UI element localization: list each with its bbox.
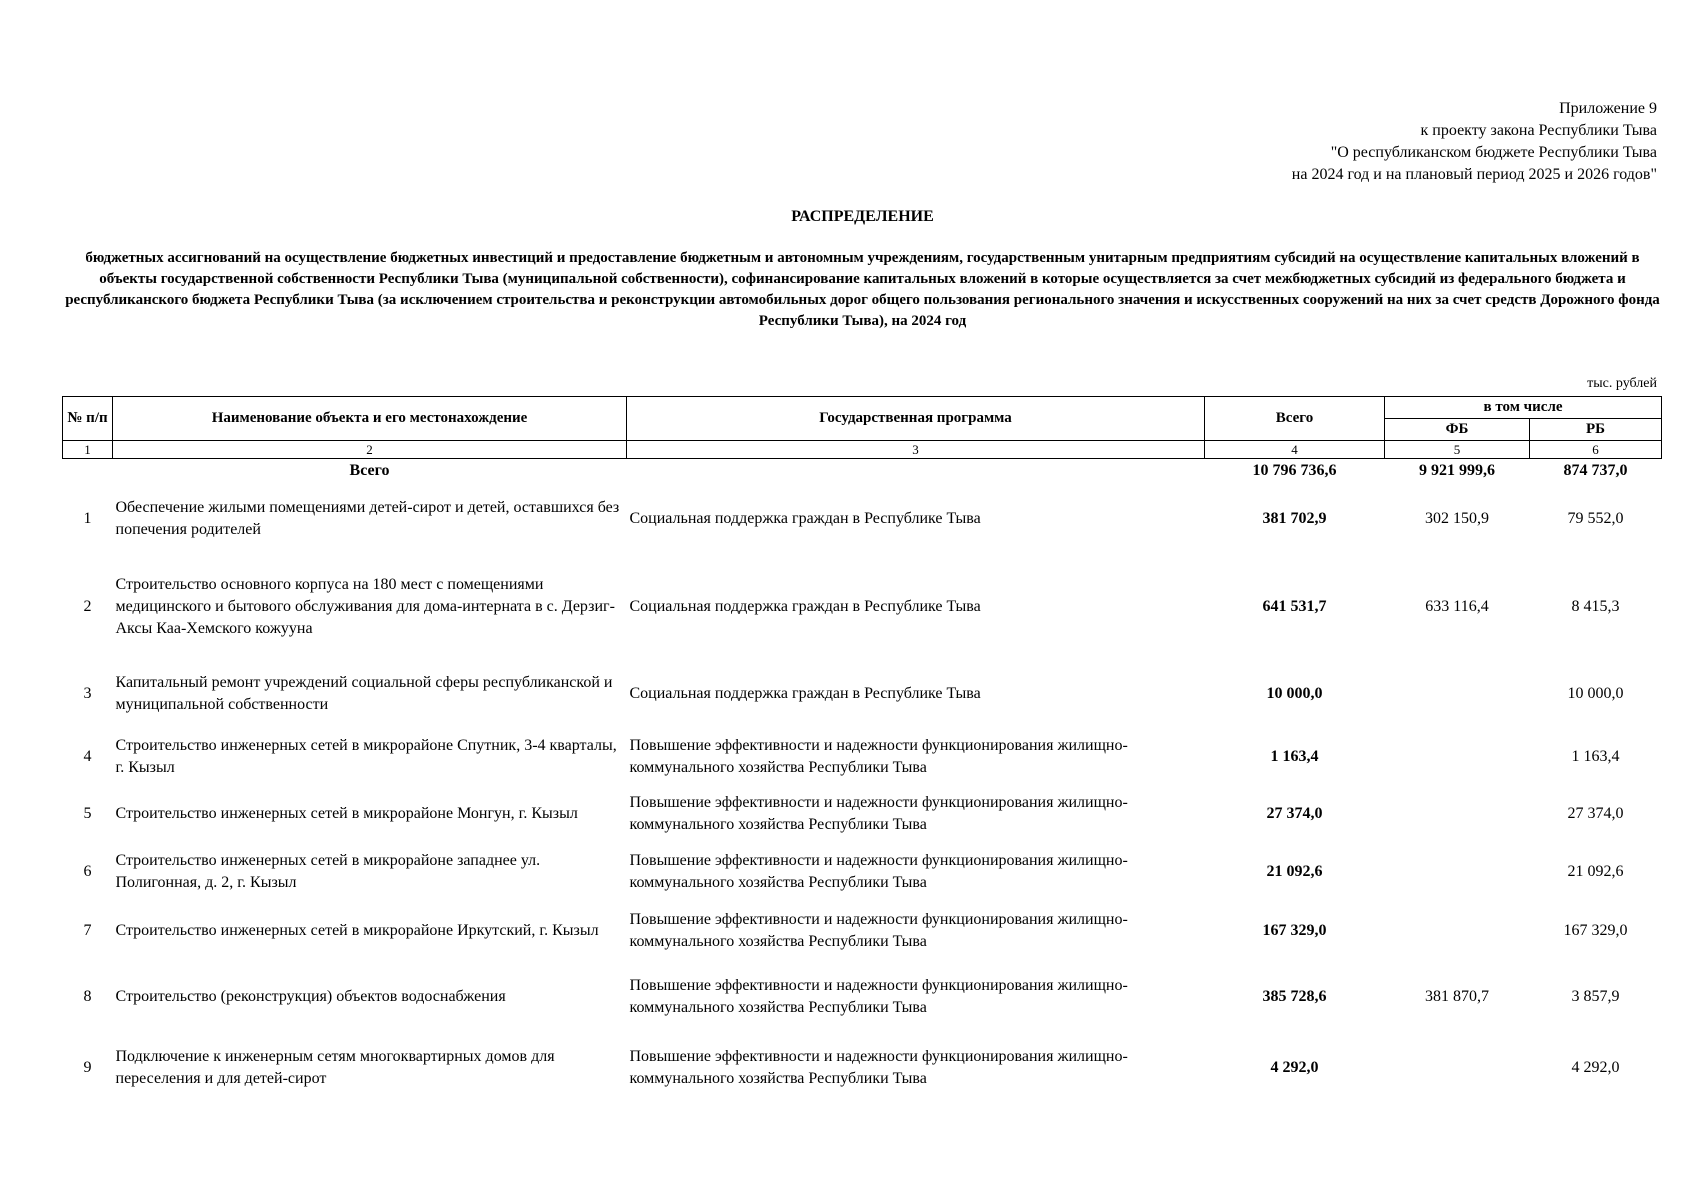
table-row — [63, 555, 1662, 659]
col-number: 6 — [1530, 441, 1662, 459]
table-row — [63, 1033, 1662, 1103]
table-row — [63, 785, 1662, 843]
row-fb: 302 150,9 — [1425, 510, 1489, 527]
table-row — [63, 659, 1662, 729]
row-num: 2 — [83, 598, 92, 615]
row-fb — [1385, 785, 1530, 843]
row-name: Строительство инженерных сетей в микрорайоне Монгун, г. Кызыл — [115, 805, 578, 822]
row-program: Повышение эффективности и надежности функционирования жилищно-коммунального хозяйства Республики Тыва — [629, 852, 1128, 891]
row-fb — [1385, 843, 1530, 901]
row-program: Повышение эффективности и надежности функционирования жилищно-коммунального хозяйства Республики Тыва — [629, 794, 1128, 833]
table-row — [63, 729, 1662, 785]
row-total: 21 092,6 — [1266, 863, 1323, 880]
document-subtitle: бюджетных ассигнований на осуществление бюджетных инвестиций и предоставление бюджетным и автономным учреждениям, государственным унитарным предприятиям субсидий на осуществление капитальных вложений в объекты государственной собственности Республики Тыва (муниципальной собственности), софинансирование капитальных вложений в которые осуществляется за счет межбюджетных субсидий из федерального бюджета и республиканского бюджета Республики Тыва (за исключением строительства и реконструкции автомобильных дорог общего пользования регионального значения и искусственных сооружений на них за счет средств Дорожного фонда Республики Тыва), на 2024 год — [65, 250, 1660, 329]
row-program: Повышение эффективности и надежности функционирования жилищно-коммунального хозяйства Республики Тыва — [629, 1048, 1128, 1087]
grand-total-total: 10 796 736,6 — [1252, 462, 1337, 479]
row-rb: 4 292,0 — [1571, 1059, 1620, 1076]
row-name: Капитальный ремонт учреждений социальной сферы республиканской и муниципальной собственности — [115, 674, 613, 713]
grand-total-fb: 9 921 999,6 — [1419, 462, 1495, 479]
col-number: 3 — [627, 441, 1205, 459]
row-num: 1 — [83, 510, 92, 527]
table-row — [63, 901, 1662, 961]
header-num: № п/п — [63, 397, 113, 441]
row-program: Социальная поддержка граждан в Республике Тыва — [629, 598, 981, 615]
row-total: 167 329,0 — [1262, 922, 1327, 939]
row-program: Повышение эффективности и надежности функционирования жилищно-коммунального хозяйства Республики Тыва — [629, 911, 1128, 950]
row-rb: 1 163,4 — [1571, 748, 1620, 765]
row-total: 381 702,9 — [1262, 510, 1327, 527]
grand-total-rb: 874 737,0 — [1563, 462, 1628, 479]
row-name: Строительство инженерных сетей в микрорайоне Спутник, 3-4 кварталы, г. Кызыл — [115, 737, 617, 776]
row-num: 3 — [83, 685, 92, 702]
col-number: 4 — [1205, 441, 1385, 459]
header-fb: ФБ — [1385, 419, 1530, 441]
row-rb: 8 415,3 — [1571, 598, 1620, 615]
table-row — [63, 961, 1662, 1033]
row-total: 641 531,7 — [1262, 598, 1327, 615]
header-total: Всего — [1205, 397, 1385, 441]
row-rb: 167 329,0 — [1563, 922, 1628, 939]
table-row — [63, 483, 1662, 555]
budget-table — [62, 396, 1662, 1103]
row-name: Строительство инженерных сетей в микрорайоне западнее ул. Полигонная, д. 2, г. Кызыл — [115, 852, 541, 891]
col-number: 1 — [63, 441, 113, 459]
header-rb: РБ — [1530, 419, 1662, 441]
grand-total-row — [63, 459, 1662, 484]
row-name: Строительство основного корпуса на 180 мест с помещениями медицинского и бытового обслуживания для дома-интерната в с. Дерзиг-Аксы Каа-Хемского кожууна — [115, 576, 615, 637]
row-total: 27 374,0 — [1266, 805, 1323, 822]
header-line: Приложение 9 — [1559, 100, 1657, 117]
row-fb — [1385, 659, 1530, 729]
row-rb: 21 092,6 — [1567, 863, 1624, 880]
row-total: 1 163,4 — [1270, 748, 1319, 765]
row-num: 6 — [83, 863, 92, 880]
table-row — [63, 843, 1662, 901]
row-program: Повышение эффективности и надежности функционирования жилищно-коммунального хозяйства Республики Тыва — [629, 977, 1128, 1016]
row-fb — [1385, 1033, 1530, 1103]
row-rb: 10 000,0 — [1567, 685, 1624, 702]
row-num: 8 — [83, 988, 92, 1005]
row-program: Социальная поддержка граждан в Республике Тыва — [629, 510, 981, 527]
row-num: 5 — [83, 805, 92, 822]
row-total: 385 728,6 — [1262, 988, 1327, 1005]
row-name: Строительство инженерных сетей в микрорайоне Иркутский, г. Кызыл — [115, 922, 599, 939]
units-label: тыс. рублей — [1587, 376, 1657, 391]
row-rb: 3 857,9 — [1571, 988, 1620, 1005]
grand-total-label: Всего — [349, 462, 390, 479]
row-total: 4 292,0 — [1270, 1059, 1319, 1076]
row-program: Социальная поддержка граждан в Республике Тыва — [629, 685, 981, 702]
col-number: 5 — [1385, 441, 1530, 459]
row-fb — [1385, 729, 1530, 785]
row-program: Повышение эффективности и надежности функционирования жилищно-коммунального хозяйства Республики Тыва — [629, 737, 1128, 776]
header-program: Государственная программа — [627, 397, 1205, 441]
row-name: Подключение к инженерным сетям многоквартирных домов для переселения и для детей-сирот — [115, 1048, 555, 1087]
row-num: 7 — [83, 922, 92, 939]
row-name: Обеспечение жилыми помещениями детей-сирот и детей, оставшихся без попечения родителей — [115, 499, 620, 538]
row-num: 9 — [83, 1059, 92, 1076]
header-including: в том числе — [1385, 397, 1662, 419]
header-line: "О республиканском бюджете Республики Тыва — [1330, 144, 1657, 161]
col-number: 2 — [113, 441, 627, 459]
header-name: Наименование объекта и его местонахождение — [113, 397, 627, 441]
header-line: к проекту закона Республики Тыва — [1420, 122, 1657, 139]
row-rb: 27 374,0 — [1567, 805, 1624, 822]
row-total: 10 000,0 — [1266, 685, 1323, 702]
row-rb: 79 552,0 — [1567, 510, 1624, 527]
row-fb: 381 870,7 — [1425, 988, 1489, 1005]
row-name: Строительство (реконструкция) объектов водоснабжения — [115, 988, 506, 1005]
appendix-header — [1292, 98, 1657, 186]
header-line: на 2024 год и на плановый период 2025 и 2026 годов" — [1291, 166, 1657, 183]
row-fb — [1385, 901, 1530, 961]
document-title: РАСПРЕДЕЛЕНИЕ — [791, 208, 934, 225]
row-fb: 633 116,4 — [1425, 598, 1489, 615]
row-num: 4 — [83, 748, 92, 765]
